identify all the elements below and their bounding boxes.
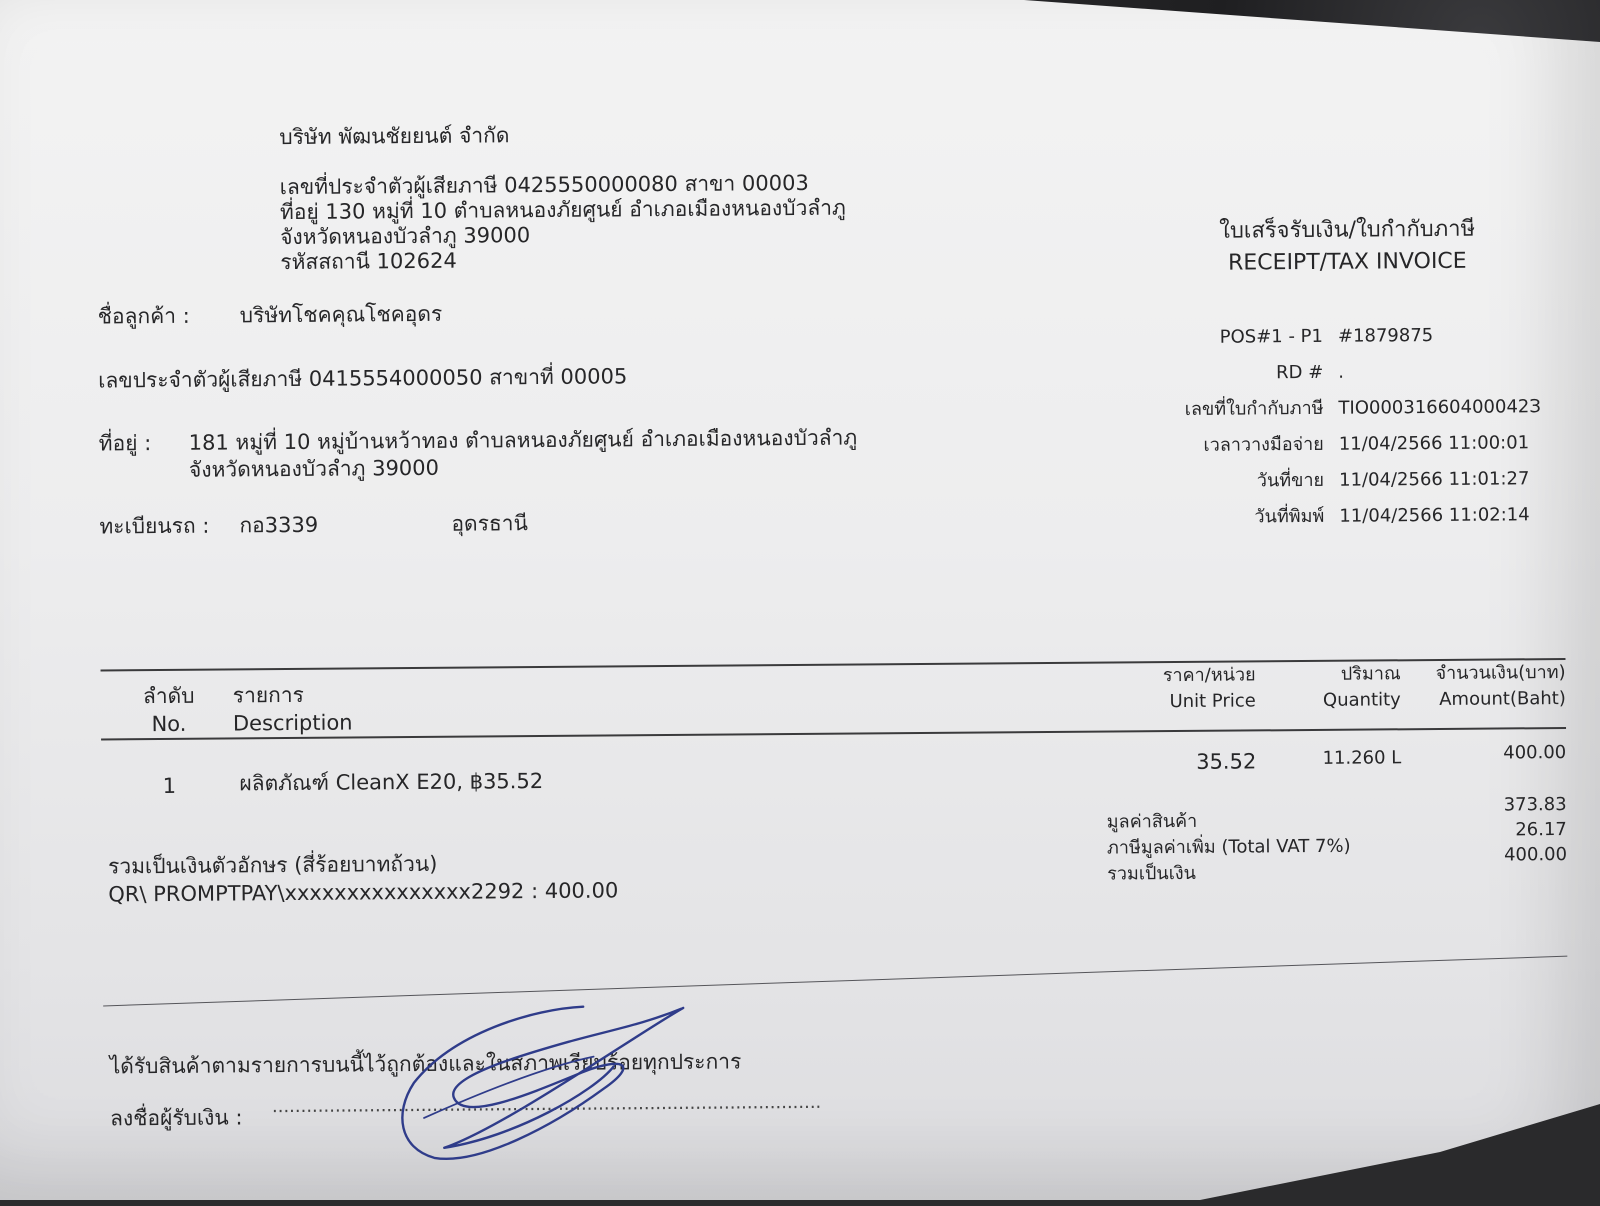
received-statement: ได้รับสินค้าตามรายการบนนี้ไว้ถูกต้องและในสภาพเรียบร้อยทุกประการ [109,1049,742,1079]
customer-address-line1: 181 หมู่ที่ 10 หมู่บ้านหว้าทอง ตำบลหนองภัยศูนย์ อำเภอเมืองหนองบัวลำภู [188,425,858,455]
meta-value-tax-invoice: TIO00031660400042З [1338,396,1541,419]
company-name: บริษัท พัฒนชัยยนต์ จำกัด [279,123,510,150]
header-amount-thai: จำนวนเงิน(บาท) [1435,661,1566,685]
customer-address-line2: จังหวัดหนองบัวลำภู 39000 [188,455,440,482]
plate-label: ทะเบียนรถ : [99,513,210,539]
doc-title-english: RECEIPT/TAX INVOICE [1227,248,1467,276]
row-amount: 400.00 [1503,741,1567,764]
row-no: 1 [162,773,177,799]
vat-value: 26.17 [1515,818,1567,841]
company-address-line2: จังหวัดหนองบัวลำภู 39000 [280,223,531,250]
vat-label: ภาษีมูลค่าเพิ่ม (Total VAT 7%) [1106,835,1351,859]
subtotal-label: มูลค่าสินค้า [1106,810,1198,833]
meta-label-sale-date: วันที่ขาย [1256,469,1325,492]
meta-label-print-date: วันที่พิมพ์ [1254,505,1325,528]
header-quantity-english: Quantity [1322,689,1401,711]
amount-in-words: รวมเป็นเงินตัวอักษร (สี่ร้อยบาทถ้วน) [107,851,438,879]
header-amount-english: Amount(Baht) [1439,687,1566,710]
header-description-thai: รายการ [232,682,304,708]
plate-number: กอ3339 [239,512,319,538]
station-code: รหัสสถานี 102624 [280,248,457,275]
header-unit-price-thai: ราคา/หน่วย [1162,664,1256,687]
meta-label-nozzle-time: เวลาวางมือจ่าย [1203,433,1324,456]
signature-dotted-line: ................................................................................................ [271,1091,822,1118]
signature-scribble [383,995,744,1168]
meta-value-sale-date: 11/04/2566 11:01:27 [1338,468,1530,491]
meta-value-rd: . [1338,361,1345,383]
meta-label-rd: RD # [1275,361,1324,384]
header-description-english: Description [232,710,353,736]
company-address-line1: ที่อยู่ 130 หมู่ที่ 10 ตำบลหนองภัยศูนย์ อำเภอเมืองหนองบัวลำภู [279,195,846,225]
signature-label: ลงชื่อผู้รับเงิน : [109,1105,243,1131]
plate-province: อุดรธานี [451,511,528,536]
total-label: รวมเป็นเงิน [1107,862,1197,885]
row-quantity: 11.260 L [1322,747,1402,769]
meta-value-pos: #1879875 [1337,325,1434,347]
header-no-thai: ลำดับ [142,683,195,709]
total-value: 400.00 [1503,843,1568,866]
payment-method: QR\ PROMPTPAY\xxxxxxxxxxxxxxx2292 : 400.00 [108,878,619,907]
header-no-english: No. [151,711,187,737]
meta-value-print-date: 11/04/2566 11:02:14 [1339,504,1530,527]
header-quantity-thai: ปริมาณ [1340,663,1401,685]
company-tax-id: เลขที่ประจำตัวผู้เสียภาษี 0425550000080 สาขา 00003 [279,170,809,200]
footer-rule [103,956,1567,1007]
customer-address-label: ที่อยู่ : [98,431,152,456]
customer-name-label: ชื่อลูกค้า : [97,303,190,329]
meta-label-pos: POS#1 - P1 [1219,325,1324,348]
customer-tax-id: เลขประจำตัวผู้เสียภาษี 0415554000050 สาขาที่ 00005 [98,364,628,393]
row-description: ผลิตภัณฑ์ CleanX E20, ฿35.52 [239,769,544,796]
subtotal-value: 373.83 [1503,793,1567,816]
meta-value-nozzle-time: 11/04/2566 11:00:01 [1338,432,1530,455]
doc-title-thai: ใบเสร็จรับเงิน/ใบกำกับภาษี [1219,216,1476,244]
header-unit-price-english: Unit Price [1169,690,1256,713]
row-unit-price: 35.52 [1196,749,1257,774]
customer-name: บริษัทโชคคุณโชคอุดร [239,301,443,328]
meta-label-tax-invoice: เลขที่ใบกำกับภาษี [1184,397,1324,420]
